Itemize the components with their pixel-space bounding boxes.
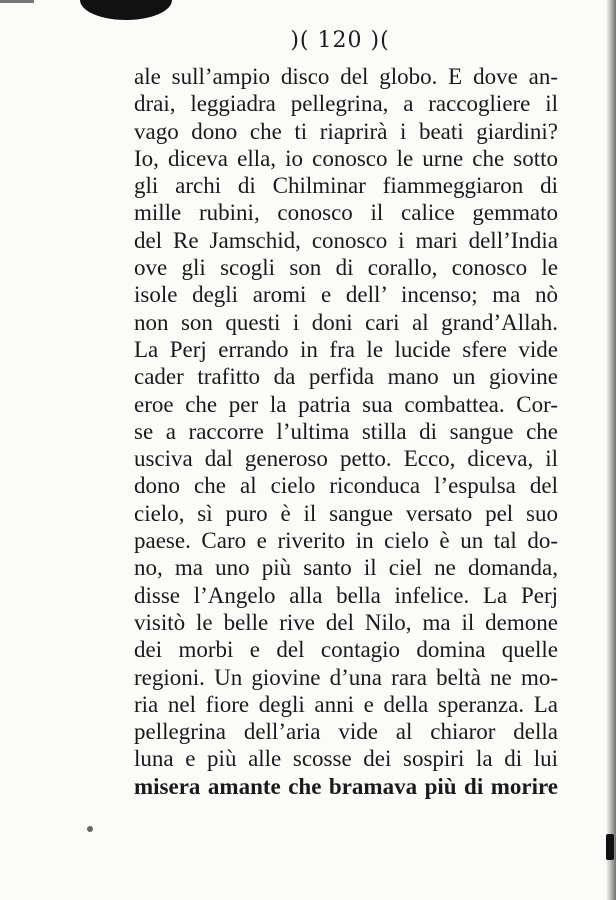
text-line: disse l’Angelo alla bella infelice. La Perj — [134, 582, 558, 608]
text-line: ria nel fiore degli anni e della speranza. La — [134, 691, 558, 717]
text-line: luna e più alle scosse dei sospiri la di lui — [134, 746, 558, 772]
corner-mark — [0, 0, 34, 15]
text-line: eroe che per la patria sua combattea. Cor- — [134, 391, 558, 417]
text-line: paese. Caro e riverito in cielo è un tal do- — [134, 528, 558, 554]
spine-shadow — [606, 0, 616, 900]
text-line: pellegrina dell’aria vide al chiaror della — [134, 719, 558, 745]
text-line: visitò le belle rive del Nilo, ma il demone — [134, 609, 558, 635]
text-line: vago dono che ti riaprirà i beati giardini? — [134, 118, 558, 144]
text-line: La Perj errando in fra le lucide sfere vide — [134, 336, 558, 362]
text-line: isole degli aromi e dell’ incenso; ma nò — [134, 282, 558, 308]
text-line: se a raccorre l’ultima stilla di sangue che — [134, 418, 558, 444]
text-line: cader trafitto da perfida mano un giovine — [134, 364, 558, 390]
text-line: dei morbi e del contagio domina quelle — [134, 637, 558, 663]
text-line: usciva dal generoso petto. Ecco, diceva, il — [134, 446, 558, 472]
ink-blot — [80, 0, 172, 20]
text-line: ale sull’ampio disco del globo. E dove an- — [134, 64, 558, 89]
speck — [87, 826, 93, 832]
body-text — [134, 63, 558, 800]
text-line: mille rubini, conosco il calice gemmato — [134, 200, 558, 226]
text-line: del Re Jamschid, conosco i mari dell’India — [134, 227, 558, 253]
page-number: )( 120 )( — [290, 28, 390, 53]
text-line: non son questi i doni cari al grand’Allah. — [134, 309, 558, 335]
text-line: no, ma uno più santo il ciel ne domanda, — [134, 555, 558, 581]
text-line: misera amante che bramava più di morire — [134, 773, 558, 799]
edge-mark — [606, 834, 614, 860]
text-line: Io, diceva ella, io conosco le urne che sotto — [134, 145, 558, 171]
text-line: ove gli scogli son di corallo, conosco le — [134, 255, 558, 281]
text-line: cielo, sì puro è il sangue versato pel suo — [134, 500, 558, 526]
text-line: regioni. Un giovine d’una rara beltà ne mo- — [134, 664, 558, 690]
text-line: dono che al cielo riconduca l’espulsa del — [134, 473, 558, 499]
text-line: drai, leggiadra pellegrina, a raccogliere il — [134, 91, 558, 117]
text-line: gli archi di Chilminar fiammeggiaron di — [134, 173, 558, 199]
